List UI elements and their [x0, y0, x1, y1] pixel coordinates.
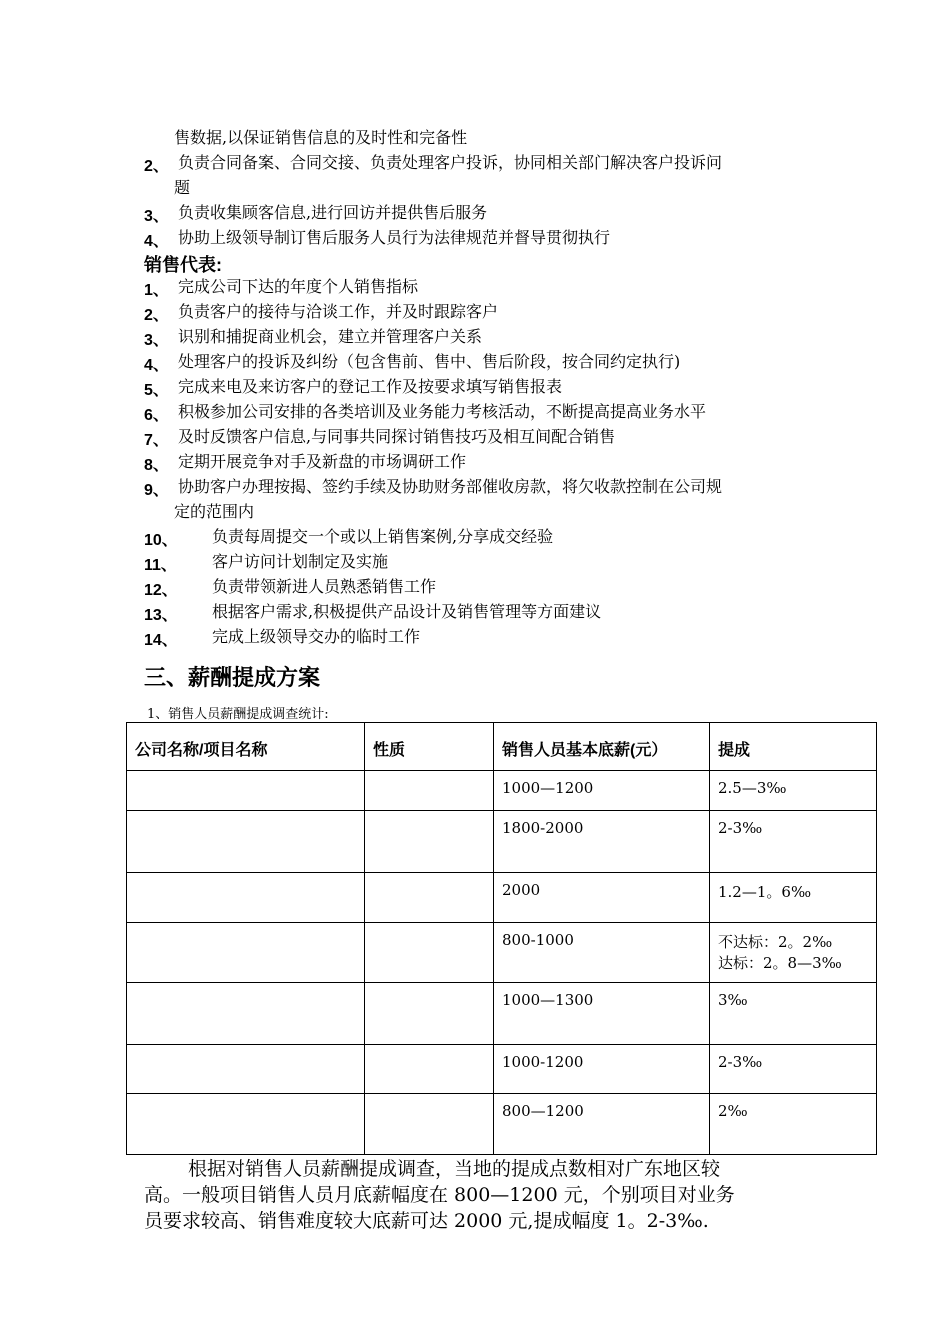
column-header: 公司名称/项目名称 [127, 723, 365, 771]
item-number: 13、 [144, 607, 178, 624]
commission-cell: 2.5—3‰ [710, 771, 877, 811]
salary-cell: 800-1000 [494, 923, 710, 983]
table-row [127, 1045, 877, 1094]
item-text: 协助上级领导制订售后服务人员行为法律规范并督导贯彻执行 [178, 228, 611, 247]
sales-rep-heading: 销售代表: [144, 255, 222, 275]
item-text: 负责收集顾客信息,进行回访并提供售后服务 [178, 203, 488, 222]
item-text: 完成来电及来访客户的登记工作及按要求填写销售报表 [178, 377, 563, 396]
column-header: 提成 [710, 723, 877, 771]
company-cell [127, 873, 365, 923]
item-text: 定期开展竞争对手及新盘的市场调研工作 [178, 452, 467, 471]
item-number: 3、 [144, 332, 169, 349]
column-header: 性质 [365, 723, 494, 771]
company-cell [127, 923, 365, 983]
salary-cell: 2000 [494, 873, 710, 923]
item-text: 负责合同备案、合同交接、负责处理客户投诉，协同相关部门解决客户投诉问 [178, 153, 723, 172]
item-text: 负责带领新进人员熟悉销售工作 [212, 577, 437, 596]
item-text: 客户访问计划制定及实施 [212, 552, 389, 571]
item-number: 12、 [144, 582, 178, 599]
item-number: 11、 [144, 557, 177, 574]
item-number: 5、 [144, 382, 169, 399]
item-number: 8、 [144, 457, 169, 474]
table-row [127, 983, 877, 1045]
paragraph-line: 高。一般项目销售人员月底薪幅度在 800—1200 元，个别项目对业务 [144, 1184, 735, 1206]
table-row [127, 873, 877, 923]
company-cell [127, 811, 365, 873]
salary-cell: 1000—1200 [494, 771, 710, 811]
company-cell [127, 1094, 365, 1155]
item-text: 处理客户的投诉及纠纷（包含售前、售中、售后阶段，按合同约定执行) [178, 352, 681, 371]
table-row [127, 771, 877, 811]
table-row [127, 1094, 877, 1155]
salary-cell: 1000—1300 [494, 983, 710, 1045]
item-text-wrap: 题 [174, 178, 191, 197]
table-header-row [127, 723, 877, 771]
nature-cell [365, 873, 494, 923]
commission-cell: 2-3‰ [710, 811, 877, 873]
nature-cell [365, 923, 494, 983]
paragraph-line: 根据对销售人员薪酬提成调查，当地的提成点数相对广东地区较 [188, 1158, 721, 1180]
item-text-wrap: 定的范围内 [174, 502, 255, 521]
salary-survey-table [126, 722, 877, 1155]
salary-cell: 1000-1200 [494, 1045, 710, 1094]
item-text: 及时反馈客户信息,与同事共同探讨销售技巧及相互间配合销售 [178, 427, 616, 446]
item-number: 14、 [144, 632, 178, 649]
item-number: 2、 [144, 307, 169, 324]
nature-cell [365, 1094, 494, 1155]
nature-cell [365, 1045, 494, 1094]
item-number: 3、 [144, 208, 169, 225]
table-row [127, 923, 877, 983]
item-text: 完成上级领导交办的临时工作 [212, 627, 421, 646]
table-row [127, 811, 877, 873]
item-text: 负责客户的接待与洽谈工作，并及时跟踪客户 [178, 302, 499, 321]
nature-cell [365, 771, 494, 811]
item-number: 6、 [144, 407, 169, 424]
commission-cell: 2-3‰ [710, 1045, 877, 1094]
commission-cell: 3‰ [710, 983, 877, 1045]
salary-cell: 1800-2000 [494, 811, 710, 873]
item-text: 根据客户需求,积极提供产品设计及销售管理等方面建议 [212, 602, 602, 621]
nature-cell [365, 983, 494, 1045]
item-text: 负责每周提交一个或以上销售案例,分享成交经验 [212, 527, 554, 546]
paragraph-line: 员要求较高、销售难度较大底薪可达 2000 元,提成幅度 1。2-3‰. [144, 1210, 709, 1232]
item-number: 10、 [144, 532, 178, 549]
salary-cell: 800—1200 [494, 1094, 710, 1155]
commission-cell: 1.2—1。6‰ [710, 873, 877, 923]
commission-cell: 2‰ [710, 1094, 877, 1155]
column-header: 销售人员基本底薪(元） [494, 723, 710, 771]
item-text: 协助客户办理按揭、签约手续及协助财务部催收房款，将欠收款控制在公司规 [178, 477, 723, 496]
item-number: 1、 [144, 282, 169, 299]
after-sales-continuation: 售数据,以保证销售信息的及时性和完备性 [174, 128, 468, 147]
company-cell [127, 771, 365, 811]
item-text: 识别和捕捉商业机会，建立并管理客户关系 [178, 327, 483, 346]
item-number: 4、 [144, 357, 169, 374]
item-number: 7、 [144, 432, 169, 449]
commission-line: 不达标：2。2‰ [718, 933, 833, 951]
section-title: 三、薪酬提成方案 [144, 666, 321, 691]
item-number: 9、 [144, 482, 169, 499]
company-cell [127, 983, 365, 1045]
table-caption: 1、销售人员薪酬提成调查统计: [147, 707, 329, 722]
nature-cell [365, 811, 494, 873]
item-number: 4、 [144, 233, 169, 250]
company-cell [127, 1045, 365, 1094]
item-number: 2、 [144, 158, 169, 175]
commission-cell [710, 923, 877, 983]
item-text: 积极参加公司安排的各类培训及业务能力考核活动，不断提高提高业务水平 [178, 402, 707, 421]
item-text: 完成公司下达的年度个人销售指标 [178, 277, 419, 296]
commission-line: 达标：2。8—3‰ [718, 954, 842, 972]
